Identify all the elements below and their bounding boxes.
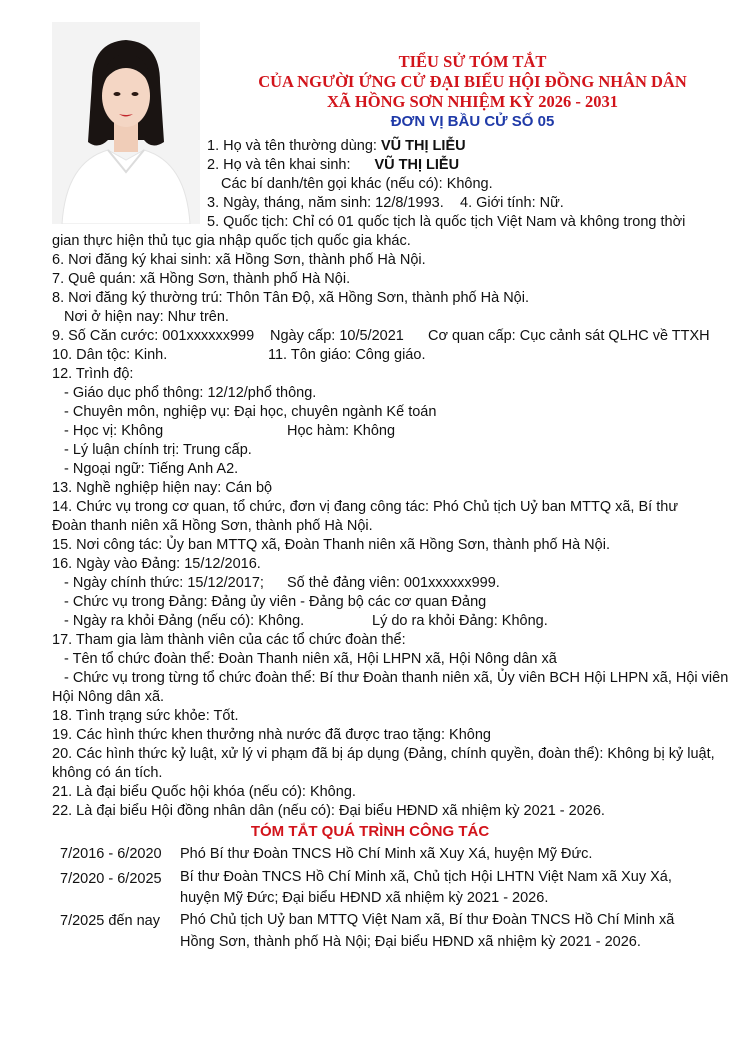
- field-party-join-date: 16. Ngày vào Đảng: 15/12/2016.: [52, 556, 261, 572]
- field-party-official-date: - Ngày chính thức: 15/12/2017;: [64, 575, 264, 591]
- work-entry-line: Phó Chủ tịch Uỷ ban MTTQ Việt Nam xã, Bí thư Đoàn TNCS Hồ Chí Minh xã: [180, 912, 675, 928]
- field-common-name: [207, 137, 466, 156]
- field-nationality-cont: gian thực hiện thủ tục gia nhập quốc tịch quốc gia khác.: [52, 233, 411, 249]
- field-education-major: - Chuyên môn, nghiệp vụ: Đại học, chuyên ngành Kế toán: [64, 404, 437, 420]
- field-discipline-cont: không có án tích.: [52, 765, 163, 781]
- field-alias: Các bí danh/tên gọi khác (nếu có): Không.: [221, 176, 493, 192]
- field-health: 18. Tình trạng sức khỏe: Tốt.: [52, 708, 239, 724]
- field-birth-registration: 6. Nơi đăng ký khai sinh: xã Hồng Sơn, thành phố Hà Nội.: [52, 252, 426, 268]
- work-entry-line: Hồng Sơn, thành phố Hà Nội; Đại biểu HĐND xã nhiệm kỳ 2021 - 2026.: [180, 934, 641, 950]
- candidate-photo: [52, 22, 200, 224]
- work-entry-date: 7/2016 - 6/2020: [60, 846, 162, 862]
- field-organizations: 17. Tham gia làm thành viên của các tổ chức đoàn thể:: [52, 632, 406, 648]
- field-label: 2. Họ và tên khai sinh:: [207, 157, 351, 173]
- field-party-leave-date: - Ngày ra khỏi Đảng (nếu có): Không.: [64, 613, 305, 629]
- field-education-general: - Giáo dục phổ thông: 12/12/phổ thông.: [64, 385, 317, 401]
- field-national-assembly: 21. Là đại biểu Quốc hội khóa (nếu có): Không.: [52, 784, 356, 800]
- field-political-theory: - Lý luận chính trị: Trung cấp.: [64, 442, 252, 458]
- field-peoples-council: 22. Là đại biểu Hội đồng nhân dân (nếu có): Đại biểu HĐND xã nhiệm kỳ 2021 - 2026.: [52, 803, 605, 819]
- field-position: 14. Chức vụ trong cơ quan, tổ chức, đơn vị đang công tác: Phó Chủ tịch Uỷ ban MTTQ xã, Bí thư: [52, 499, 679, 515]
- field-current-address: Nơi ở hiện nay: Như trên.: [64, 309, 229, 325]
- field-foreign-language: - Ngoại ngữ: Tiếng Anh A2.: [64, 461, 239, 477]
- field-party-position: - Chức vụ trong Đảng: Đảng ủy viên - Đảng bộ các cơ quan Đảng: [64, 594, 487, 610]
- doc-term: XÃ HỒNG SƠN NHIỆM KỲ 2026 - 2031: [326, 92, 619, 111]
- field-organization-roles-cont: Hội Nông dân xã.: [52, 689, 165, 705]
- electoral-unit: ĐƠN VỊ BẦU CỬ SỐ 05: [390, 113, 555, 130]
- field-gender: 4. Giới tính: Nữ.: [460, 195, 564, 211]
- field-id-issuer: Cơ quan cấp: Cục cảnh sát QLHC về TTXH: [428, 328, 710, 344]
- work-entry-date: 7/2020 - 6/2025: [60, 871, 162, 887]
- doc-title: TIỂU SỬ TÓM TẮT: [398, 52, 547, 71]
- work-history-title: TÓM TẮT QUÁ TRÌNH CÔNG TÁC: [250, 823, 490, 840]
- field-nationality: 5. Quốc tịch: Chỉ có 01 quốc tịch là quốc tịch Việt Nam và không trong thời: [207, 214, 686, 230]
- field-occupation: 13. Nghề nghiệp hiện nay: Cán bộ: [52, 480, 273, 496]
- field-workplace: 15. Nơi công tác: Ủy ban MTTQ xã, Đoàn Thanh niên xã Hồng Sơn, thành phố Hà Nội.: [52, 537, 610, 553]
- doc-subtitle: CỦA NGƯỜI ỨNG CỬ ĐẠI BIỂU HỘI ĐỒNG NHÂN DÂN: [258, 72, 687, 91]
- field-label: 1. Họ và tên thường dùng:: [207, 138, 381, 154]
- field-dob: 3. Ngày, tháng, năm sinh: 12/8/1993.: [207, 195, 444, 211]
- field-birth-name: [207, 156, 459, 175]
- field-religion: 11. Tôn giáo: Công giáo.: [268, 347, 426, 363]
- field-awards: 19. Các hình thức khen thưởng nhà nước đã được trao tặng: Không: [52, 727, 491, 743]
- field-value: VŨ THỊ LIỄU: [381, 138, 466, 154]
- field-degree: - Học vị: Không: [64, 423, 164, 439]
- field-position-cont: Đoàn thanh niên xã Hồng Sơn, thành phố Hà Nội.: [52, 518, 373, 534]
- work-entry-date: 7/2025 đến nay: [60, 913, 160, 929]
- field-hometown: 7. Quê quán: xã Hồng Sơn, thành phố Hà Nội.: [52, 271, 351, 287]
- field-organization-names: - Tên tổ chức đoàn thể: Đoàn Thanh niên xã, Hội LHPN xã, Hội Nông dân xã: [64, 651, 557, 667]
- field-id-date: Ngày cấp: 10/5/2021: [270, 328, 404, 344]
- work-entry-line: Bí thư Đoàn TNCS Hồ Chí Minh xã, Chủ tịch Hội LHTN Việt Nam xã Xuy Xá,: [180, 869, 672, 885]
- work-entry-line: huyện Mỹ Đức; Đại biểu HĐND xã nhiệm kỳ 2021 - 2026.: [180, 890, 549, 906]
- field-value: VŨ THỊ LIỄU: [374, 157, 460, 173]
- work-entry-line: Phó Bí thư Đoàn TNCS Hồ Chí Minh xã Xuy Xá, huyện Mỹ Đức.: [180, 846, 593, 862]
- field-education: 12. Trình độ:: [52, 366, 134, 382]
- field-organization-roles: - Chức vụ trong từng tổ chức đoàn thể: Bí thư Đoàn thanh niên xã, Ủy viên BCH Hội LHPN xã, Hội viên: [64, 670, 729, 686]
- field-party-card: Số thẻ đảng viên: 001xxxxxx999.: [287, 575, 500, 591]
- field-academic-title: Học hàm: Không: [287, 423, 396, 439]
- field-ethnicity: 10. Dân tộc: Kinh.: [52, 347, 168, 363]
- field-residence: 8. Nơi đăng ký thường trú: Thôn Tân Độ, xã Hồng Sơn, thành phố Hà Nội.: [52, 290, 529, 306]
- field-id-number: 9. Số Căn cước: 001xxxxxx999: [52, 328, 255, 344]
- field-discipline: 20. Các hình thức kỷ luật, xử lý vi phạm đã bị áp dụng (Đảng, chính quyền, đoàn thể): Không bị kỷ luật,: [52, 746, 715, 762]
- field-party-leave-reason: Lý do ra khỏi Đảng: Không.: [372, 613, 548, 629]
